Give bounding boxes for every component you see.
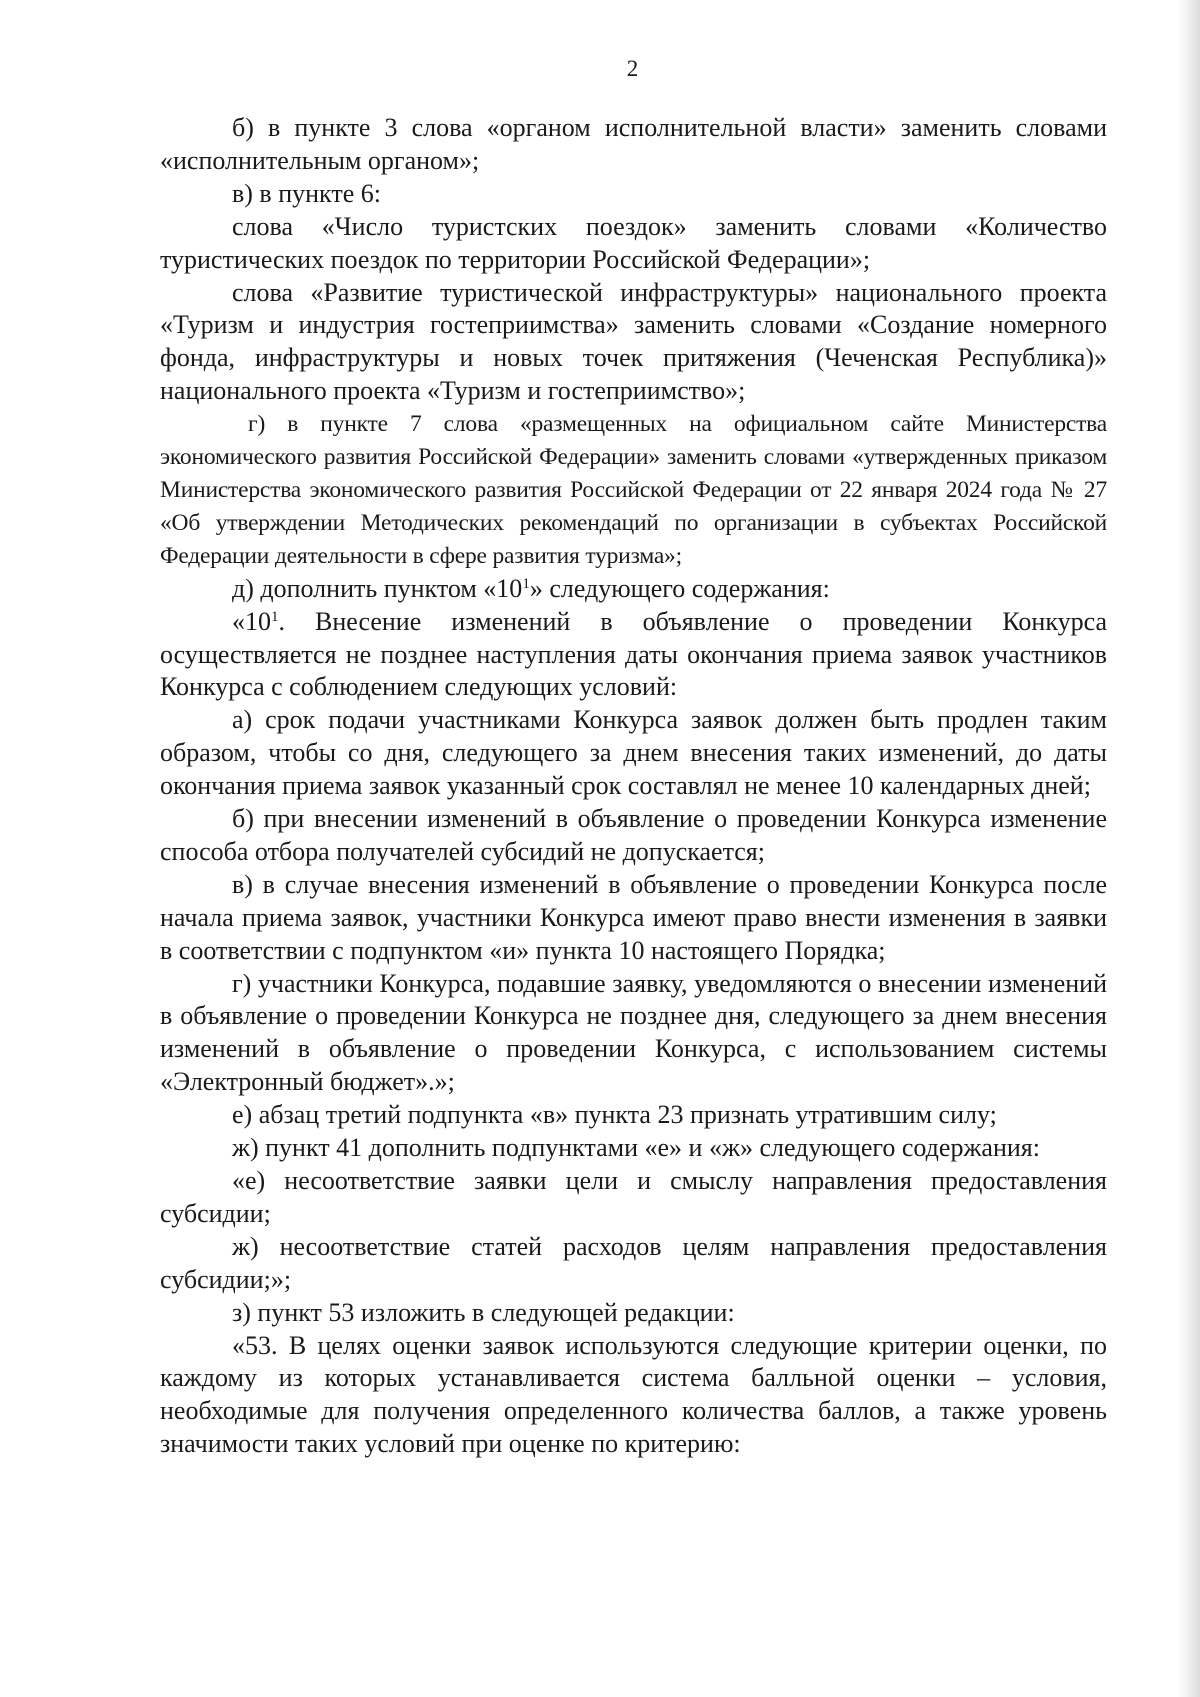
paragraph-v-point-6: в) в пункте 6:	[232, 178, 381, 208]
paragraph-zh-point-41: ж) пункт 41 дополнить подпунктами «е» и «ж» следующего содержания:	[232, 1133, 1040, 1163]
paragraph-condition-v: в) в случае внесения изменений в объявление о проведении Конкурса после начала приема заявок, участники Конкурса имеют право внести изменения в заявки в соответствии с подпунктом «и» пункта 10 настоящего Порядка;	[160, 869, 1107, 965]
paragraph-g-point-7: г) в пункте 7 слова «размещенных на официальном сайте Министерства экономического развития Российской Федерации» заменить словами «утвержденных приказом Министерства экономического развития Российской Федерации от 22 января 2024 года № 27 «Об утверждении Методических рекомендаций по организации в субъектах Российской Федерации деятельности в сфере развития туризма»;	[160, 411, 1107, 569]
paragraph-condition-g: г) участники Конкурса, подавшие заявку, уведомляются о внесении изменений в объявление о проведении Конкурса не позднее дня, следующего за днем внесения изменений в объявление о проведении Конкурса, с использованием системы «Электронный бюджет».»;	[160, 968, 1107, 1097]
paragraph-10-1-text-before: «10	[232, 606, 271, 636]
paragraph-point-53-text: «53. В целях оценки заявок используются следующие критерии оценки, по каждому из которых устанавливается система балльной оценки – условия, необходимые для получения определенного количества баллов, а также уровень значимости таких условий при оценке по критерию:	[160, 1330, 1107, 1459]
paragraph-d-text-after: » следующего содержания:	[529, 573, 830, 603]
paragraph-b-point-3: б) в пункте 3 слова «органом исполнительной власти» заменить словами «исполнительным органом»;	[160, 113, 1107, 175]
paragraph-condition-a: а) срок подачи участниками Конкурса заявок должен быть продлен таким образом, чтобы со дня, следующего за днем внесения таких изменений, до даты окончания приема заявок указанный срок составлял не менее 10 календарных дней;	[160, 705, 1107, 801]
paragraph-tourism-infrastructure: слова «Развитие туристической инфраструктуры» национального проекта «Туризм и индустрия гостеприимства» заменить словами «Создание номерного фонда, инфраструктуры и новых точек притяжения (Чеченская Республика)» национального проекта «Туризм и гостеприимство»;	[160, 277, 1107, 406]
paragraph-subpoint-zh: ж) несоответствие статей расходов целям направления предоставления субсидии;»;	[160, 1231, 1107, 1294]
paragraph-subpoint-e: «е) несоответствие заявки цели и смыслу направления предоставления субсидии;	[160, 1166, 1107, 1228]
document-body	[160, 112, 1107, 1461]
paragraph-tourist-trips: слова «Число туристских поездок» заменить словами «Количество туристических поездок по территории Российской Федерации»;	[160, 211, 1107, 274]
paragraph-10-1-text-after: . Внесение изменений в объявление о проведении Конкурса осуществляется не позднее наступления даты окончания приема заявок участников Конкурса с соблюдением следующих условий:	[160, 606, 1107, 702]
superscript: 1	[271, 608, 279, 625]
paragraph-z-point-53: з) пункт 53 изложить в следующей редакции:	[232, 1297, 735, 1327]
paragraph-d-add-point	[160, 573, 1107, 606]
page-edge-shadow	[1178, 0, 1200, 1697]
paragraph-point-10-1	[160, 606, 1107, 705]
paragraph-d-text-before: д) дополнить пунктом «10	[232, 573, 523, 603]
paragraph-e-point-23: е) абзац третий подпункта «в» пункта 23 признать утратившим силу;	[232, 1100, 997, 1130]
paragraph-condition-b: б) при внесении изменений в объявление о проведении Конкурса изменение способа отбора получателей субсидий не допускается;	[160, 804, 1107, 866]
superscript: 1	[522, 575, 530, 592]
page-number: 2	[626, 56, 639, 81]
